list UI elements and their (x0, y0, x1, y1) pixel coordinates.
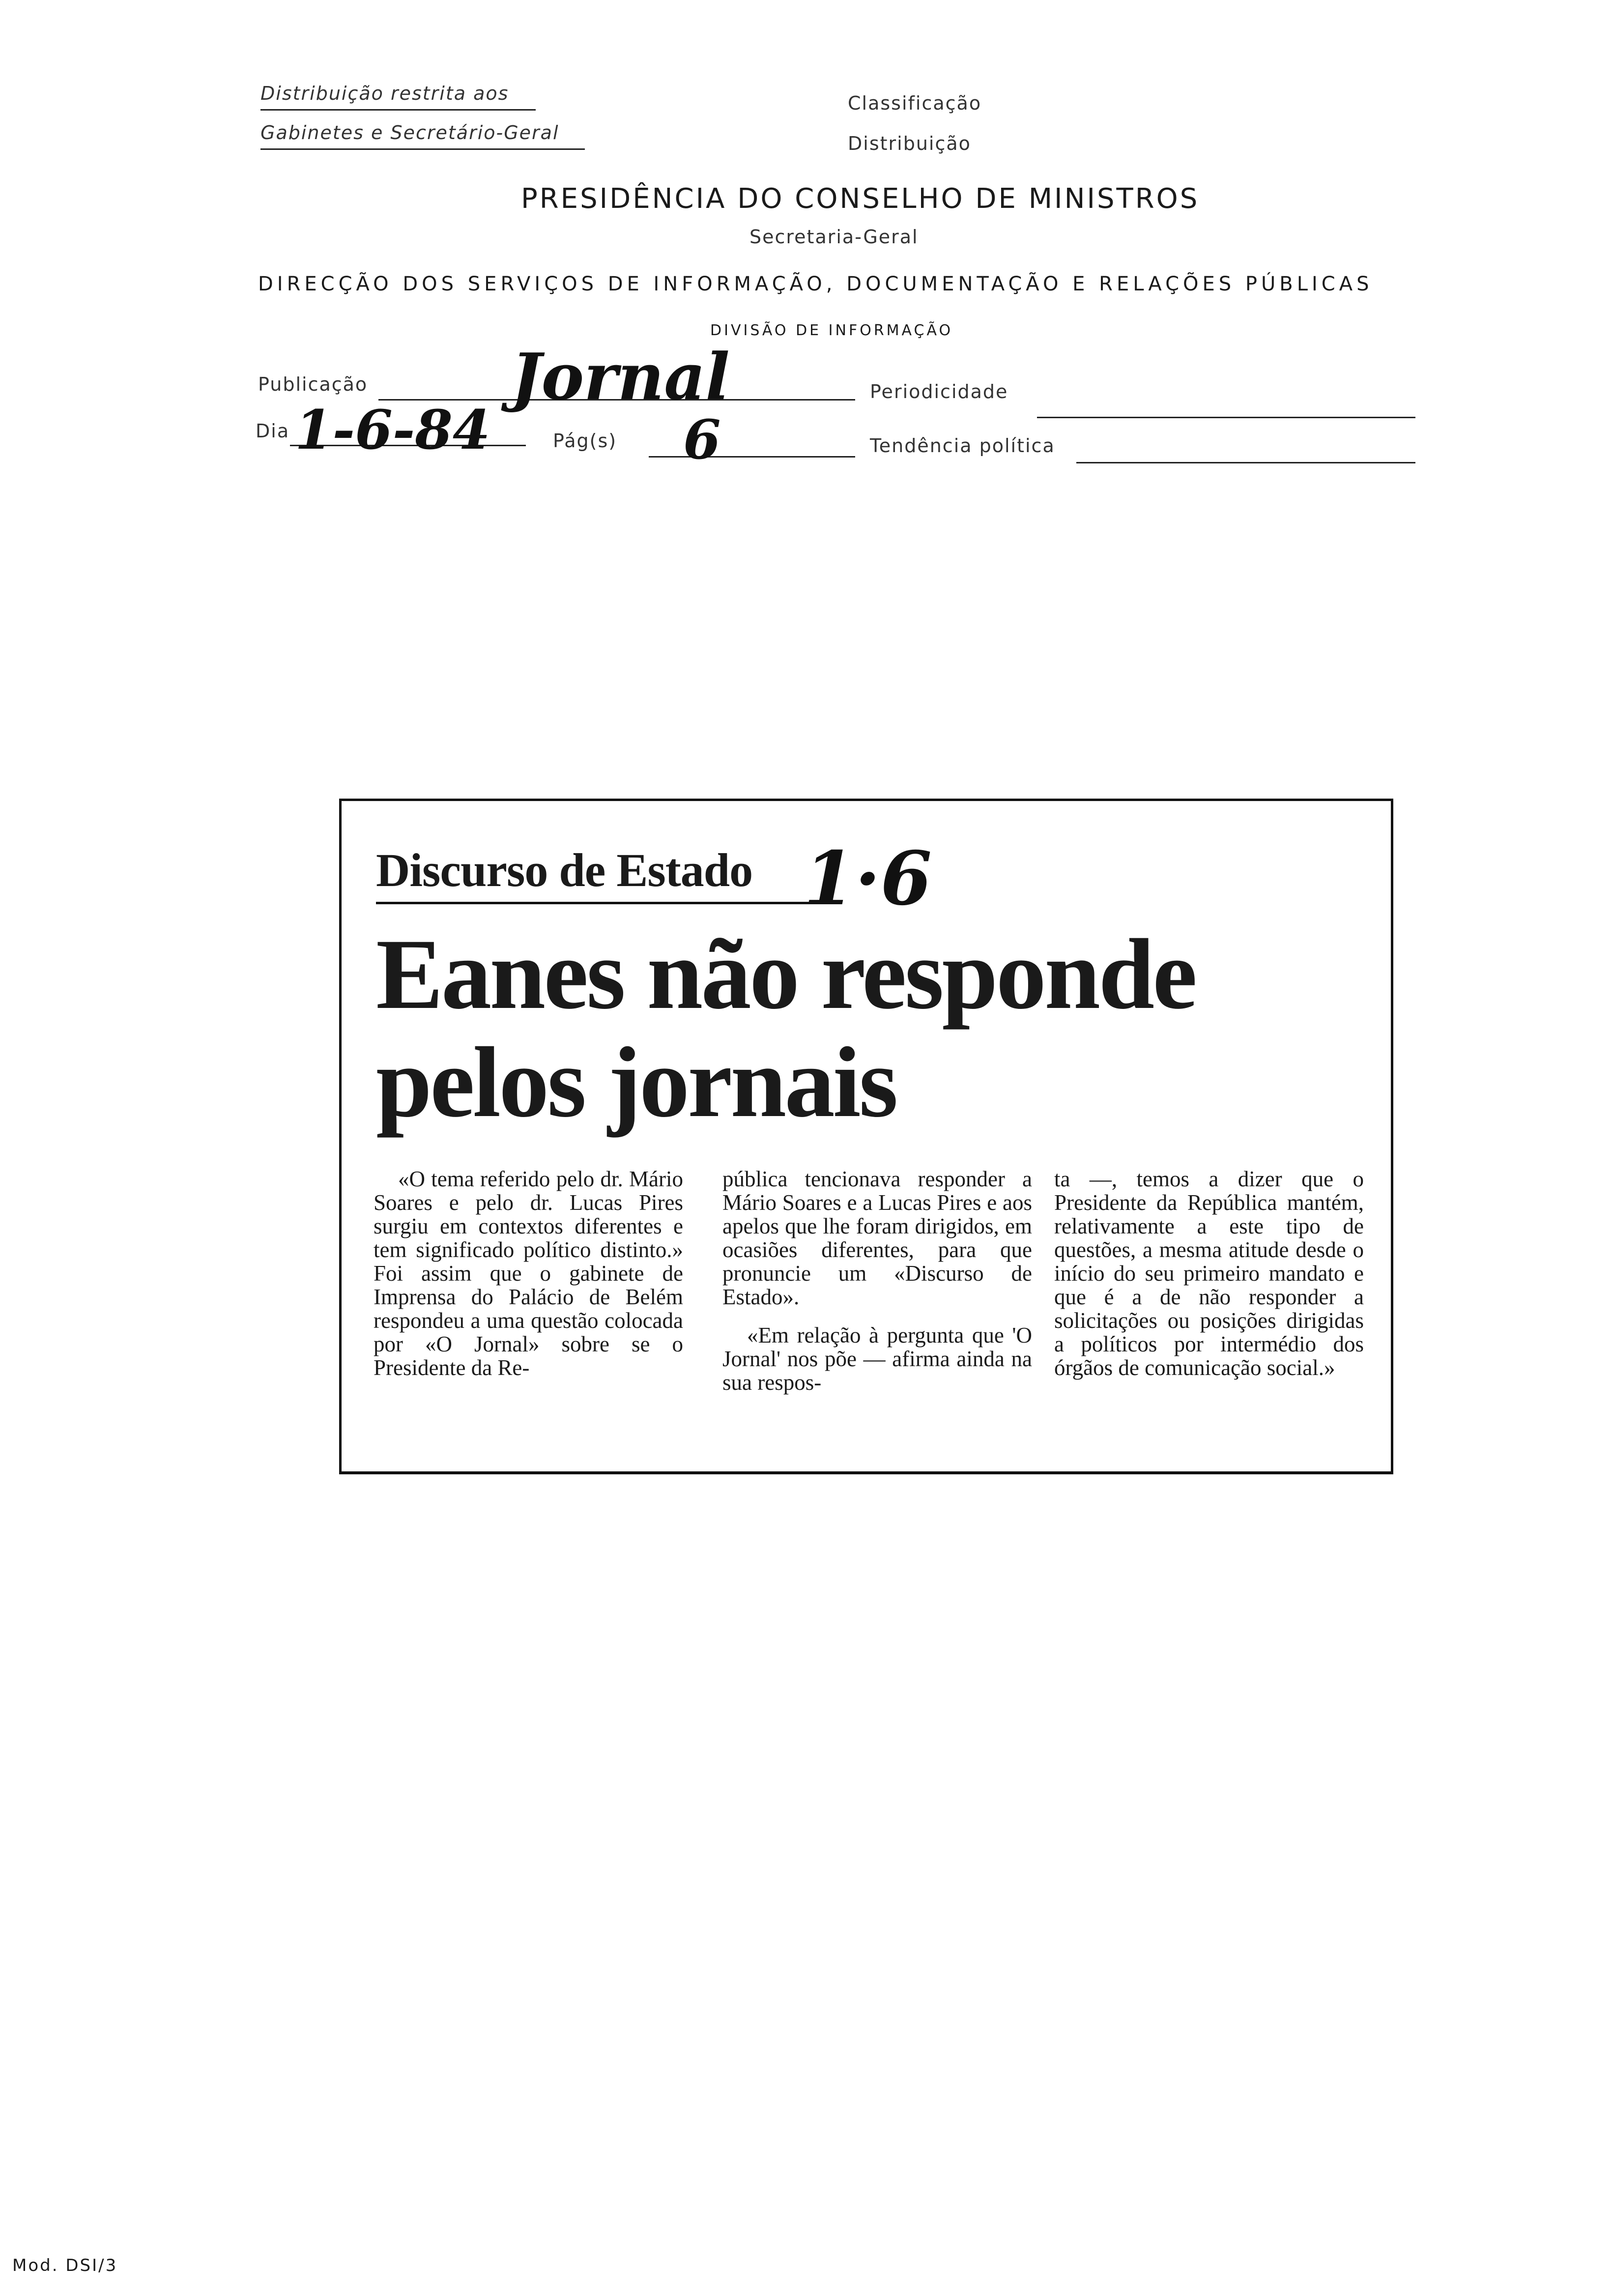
divider (260, 148, 585, 150)
publication-label: Publicação (258, 373, 368, 395)
distribution-label: Distribuição (848, 133, 971, 154)
headline-line2: pelos jornais (376, 1027, 896, 1138)
pages-line (649, 456, 855, 458)
periodicity-line (1037, 417, 1415, 418)
tendency-label: Tendência política (870, 435, 1055, 457)
day-value: 1-6-84 (295, 398, 490, 461)
form-code: Mod. DSI/3 (12, 2256, 118, 2275)
tendency-line (1076, 462, 1415, 463)
day-label: Dia (256, 420, 290, 442)
clipping-kicker: Discurso de Estado (376, 844, 753, 896)
pages-label: Pág(s) (553, 430, 617, 452)
col2-paragraph-1: pública tencionava responder a Mário Soares e a Lucas Pires e aos apelos que lhe foram dirigidos, em ocasiões diferentes, para que pronuncie um «Discurso de Estado». (722, 1167, 1032, 1309)
periodicity-label: Periodicidade (870, 381, 1008, 402)
secretariat-subtitle: Secretaria-Geral (749, 226, 919, 248)
article-column-2 (722, 1167, 1032, 1409)
article-column-1 (374, 1167, 683, 1394)
headline-line1: Eanes não responde (376, 918, 1196, 1030)
publication-value: Jornal (511, 339, 730, 414)
col2-paragraph-2: «Em relação à pergunta que 'O Jornal' nos põe — afirma ainda na sua respos- (722, 1323, 1032, 1395)
classification-label: Classificação (848, 92, 982, 114)
handwritten-date-note: 1·6 (804, 835, 932, 922)
restricted-distribution-line2: Gabinetes e Secretário-Geral (260, 122, 559, 144)
col3-paragraph-1: ta —, temos a dizer que o Presidente da República mantém, relativamente a este tipo de questões, a mesma atitude desde o início do seu primeiro mandato e que é a de não responder a solicitações ou posições dirigidas a políticos por intermédio dos órgãos de comunicação social.» (1054, 1167, 1364, 1380)
article-column-3 (1054, 1167, 1364, 1394)
org-title: PRESIDÊNCIA DO CONSELHO DE MINISTROS (521, 183, 1200, 215)
kicker-underline (376, 902, 811, 904)
directorate-title: DIRECÇÃO DOS SERVIÇOS DE INFORMAÇÃO, DOCUMENTAÇÃO E RELAÇÕES PÚBLICAS (258, 273, 1373, 295)
divider (260, 109, 536, 111)
newspaper-clipping (339, 799, 1393, 1474)
col1-paragraph-1: «O tema referido pelo dr. Mário Soares e pelo dr. Lucas Pires surgiu em contextos diferentes e tem significado político distinto.» Foi assim que o gabinete de Imprensa do Palácio de Belém respondeu a uma questão colocada por «O Jornal» sobre se o Presidente da Re- (374, 1167, 683, 1380)
restricted-distribution-line1: Distribuição restrita aos (260, 83, 509, 104)
division-title: DIVISÃO DE INFORMAÇÃO (710, 322, 953, 339)
pages-value: 6 (683, 408, 721, 471)
